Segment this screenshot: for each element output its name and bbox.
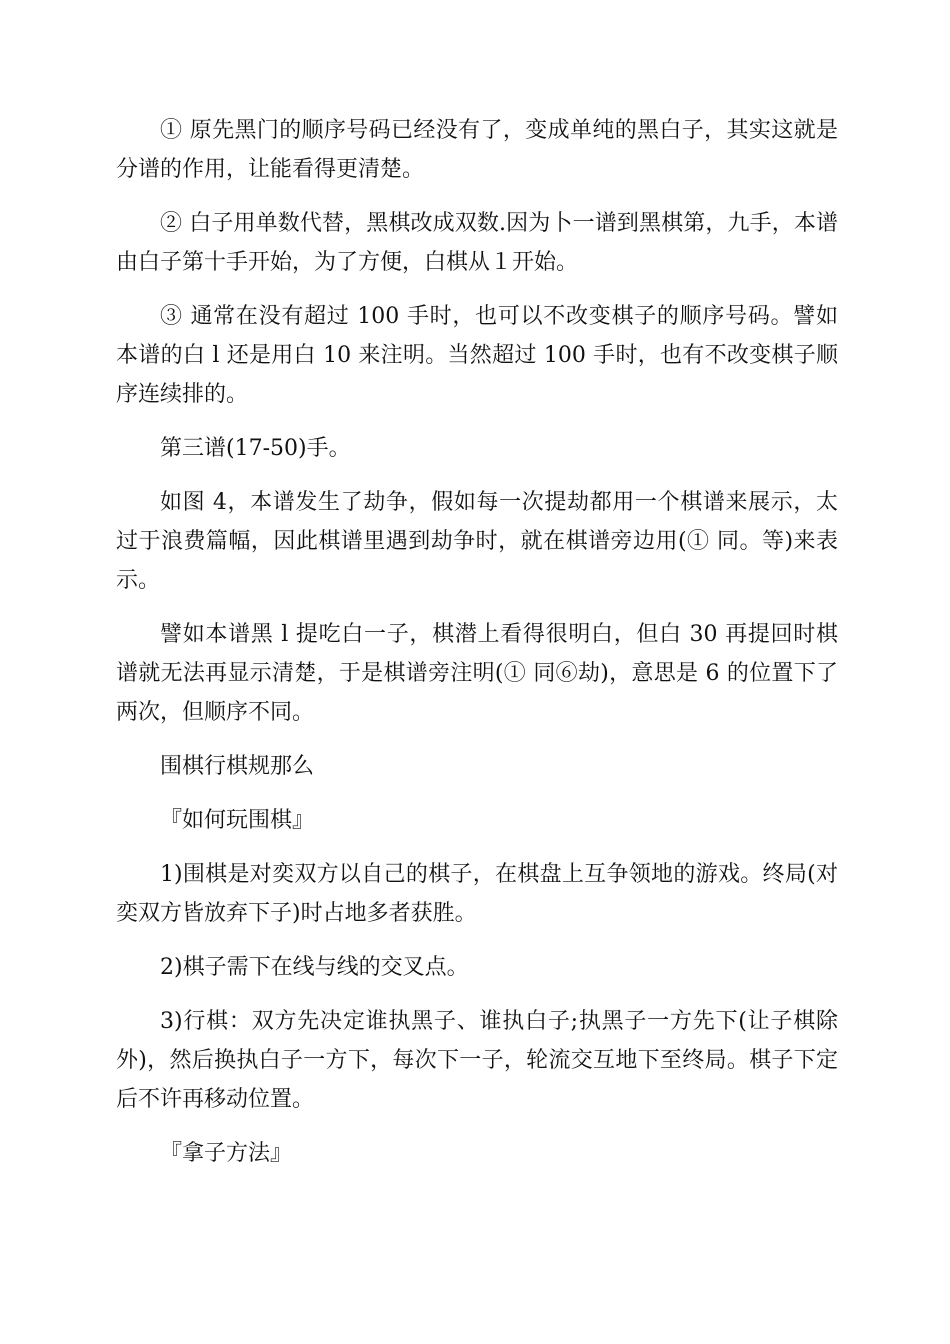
section-heading-third-record: 第三谱(17-50)手。: [160, 436, 351, 461]
paragraph-rule-2: 2)棋子需下在线与线的交叉点。: [160, 955, 469, 980]
paragraph-note-2: ② 白子用单数代替，黑棋改成双数.因为卜一谱到黑棋第，九手，本谱由白子第十手开始，为了方便，白棋从１开始。: [116, 211, 838, 275]
document-body: [116, 111, 838, 1188]
section-heading-holding-stones: 『拿子方法』: [160, 1141, 293, 1166]
paragraph-rule-1: 1)围棋是对奕双方以自己的棋子，在棋盘上互争领地的游戏。终局(对奕双方皆放弃下子)时占地多者获胜。: [116, 862, 838, 926]
paragraph-ko-example: 譬如本谱黑 l 提吃白一子，棋潜上看得很明白，但白 30 再提回时棋谱就无法再显示清楚，于是棋谱旁注明(① 同⑥劫)，意思是 6 的位置下了两次，但顺序不同。: [116, 622, 838, 725]
section-heading-rules: 围棋行棋规那么: [160, 754, 315, 779]
paragraph-note-3: ③ 通常在没有超过 100 手时，也可以不改变棋子的顺序号码。譬如本谱的白 l 还是用白 10 来注明。当然超过 100 手时，也有不改变棋子顺序连续排的。: [116, 304, 838, 407]
paragraph-rule-3: 3)行棋：双方先决定谁执黑子、谁执白子;执黑子一方先下(让子棋除外)，然后换执白子一方下，每次下一子，轮流交互地下至终局。棋子下定后不许再移动位置。: [116, 1009, 838, 1112]
section-heading-how-to-play: 『如何玩围棋』: [160, 808, 315, 833]
paragraph-note-1: ① 原先黑门的顺序号码已经没有了，变成单纯的黑白子，其实这就是分谱的作用，让能看得更清楚。: [116, 118, 838, 182]
paragraph-ko-figure: 如图 4，本谱发生了劫争，假如每一次提劫都用一个棋谱来展示，太过于浪费篇幅，因此棋谱里遇到劫争时，就在棋谱旁边用(① 同。等)来表示。: [116, 490, 838, 593]
